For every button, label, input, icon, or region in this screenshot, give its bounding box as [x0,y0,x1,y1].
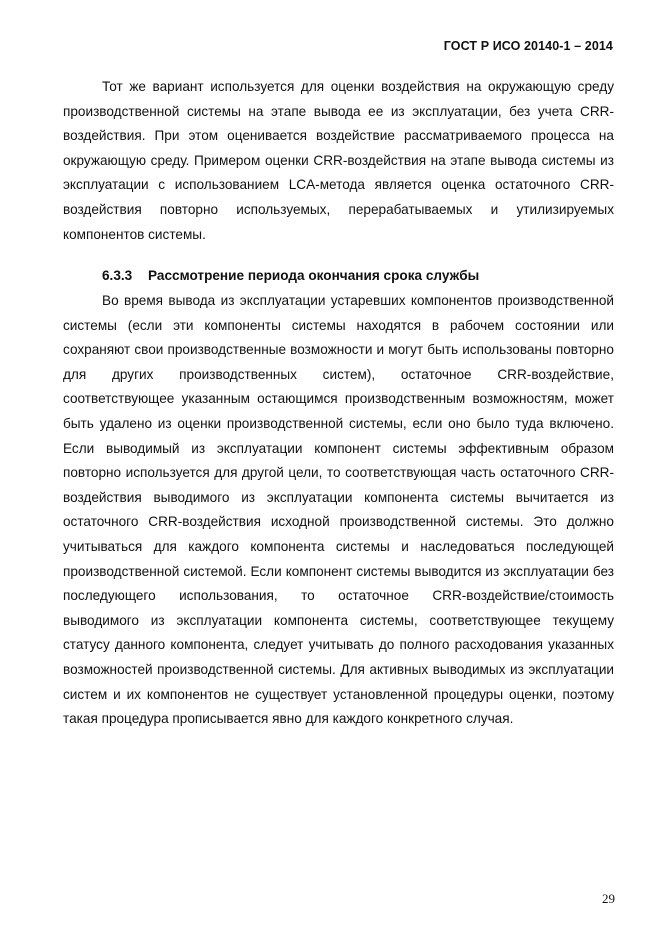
section-title: Рассмотрение периода окончания срока службы [148,268,480,283]
paragraph-2: Во время вывода из эксплуатации устаревших компонентов производственной системы (если эти компоненты системы находятся в рабочем состоянии или сохраняют свои производственные возможности и могут быть использованы повторно для других производственных систем), остаточное CRR-воздействие, соответствующее указанным остающимся производственным возможностям, может быть удалено из оценки производственной системы, если оно было туда включено. Если выводимый из эксплуатации компонент системы эффективным образом повторно используется для другой цели, то соответствующая часть остаточного CRR-воздействия выводимого из эксплуатации компонента системы вычитается из остаточного CRR-воздействия исходной производственной системы. Это должно учитываться для каждого компонента системы и наследоваться последующей производственной системой. Если компонент системы выводится из эксплуатации без последующего использования, то остаточное CRR-воздействие/стоимость выводимого из эксплуатации компонента системы, соответствующее текущему статусу данного компонента, следует учитывать до полного расходования указанных возможностей производственной системы. Для активных выводимых из эксплуатации систем и их компонентов не существует установленной процедуры оценки, поэтому такая процедура прописывается явно для каждого конкретного случая. [63,293,614,727]
section-number: 6.3.3 [102,268,133,283]
paragraph-block-1 [63,75,614,247]
section-heading [102,264,479,289]
document-header: ГОСТ Р ИСО 20140-1 – 2014 [443,39,613,53]
paragraph-1: Тот же вариант используется для оценки воздействия на окружающую среду производственной системы на этапе вывода ее из эксплуатации, без учета CRR-воздействия. При этом оценивается воздействие рассматриваемого процесса на окружающую среду. Примером оценки CRR-воздействия на этапе вывода системы из эксплуатации с использованием LCA-метода является оценка остаточного CRR-воздействия повторно используемых, перерабатываемых и утилизируемых компонентов системы. [63,79,614,242]
paragraph-block-2 [63,289,614,732]
page-number: 29 [602,891,615,906]
